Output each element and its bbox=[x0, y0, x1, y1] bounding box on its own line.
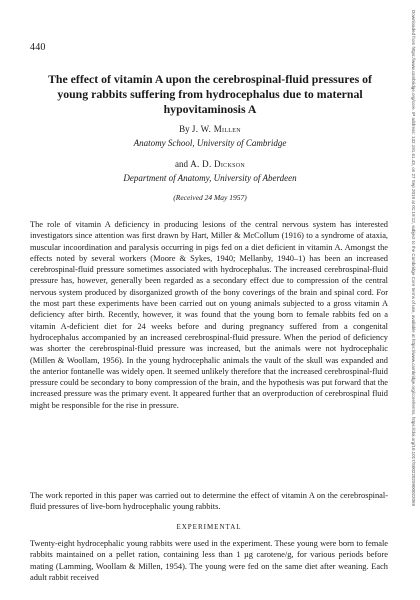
author-1-line bbox=[40, 124, 380, 134]
received-date: (Received 24 May 1957) bbox=[173, 193, 247, 202]
paragraph-intro: The role of vitamin A deficiency in producing lesions of the central nervous system has interested investigators since attention was first drawn by Hart, Miller & McCollum (1916) to a syndrome of ataxia, muscular incoordination and paralysis occurring in pigs fed on a diet deficient in vitamin A. Amongst the effects noted by several workers (Moore & Sykes, 1940; Mellanby, 1940–1) has been an increased cerebrospinal-fluid pressure sometimes associated with hydrocephalus. The increased cerebrospinal-fluid pressure has, however, generally been regarded as a secondary effect due to compression of the central nervous system produced by disorganized growth of the bony coverings of the brain and spinal cord. For the most part these experiments have been carried out on young animals subjected to a gross vitamin A deficiency after birth. Recently, however, it was found that the young born to female rabbits fed on a vitamin A-deficient diet for 24 weeks before and during pregnancy suffered from a congenital hydrocephalus accompanied by an increased cerebrospinal-fluid pressure. When the period of deficiency was shorter the cerebrospinal-fluid pressure was increased, but the animals were not hydrocephalic (Millen & Woollam, 1956). In the young hydrocephalic animals the vault of the skull was expanded and the anterior fontanelle was widely open. It seemed unlikely therefore that the increased cerebrospinal-fluid pressure could be secondary to bony compression of the brain, and the hypothesis was put forward that the increased pressure was the primary event. It appeared further that an overproduction of cerebrospinal fluid might be responsible for the rise in pressure. bbox=[30, 220, 388, 410]
download-note-text: Downloaded from https://www.cambridge.org/core. IP address: 132.191.61.43, on 27 Sep 2019 at 01:19:12, subject to the Cambridge Core terms of use, available at https://www.cambridge.org/core/terms. https://doi.org/10.1017/S0022029900022069 bbox=[411, 10, 416, 506]
author-2-affiliation: Department of Anatomy, University of Aberdeen bbox=[123, 173, 297, 183]
author-1-prefix: By bbox=[179, 124, 190, 134]
author-1-affiliation: Anatomy School, University of Cambridge bbox=[133, 138, 287, 148]
paragraph-experimental: Twenty-eight hydrocephalic young rabbits were used in the experiment. These young were born to female rabbits maintained on a pellet ration, containing less than 1 µg carotene/g, for various periods before mating (Lamming, Woollam & Millen, 1954). The young were fed on the same diet after weaning. Each adult rabbit received bbox=[30, 539, 388, 582]
author-2-prefix: and bbox=[175, 159, 188, 169]
author-1-name: J. W. Millen bbox=[191, 124, 241, 134]
download-note bbox=[406, 10, 416, 595]
section-heading-experimental: EXPERIMENTAL bbox=[176, 523, 242, 531]
paragraph-aim: The work reported in this paper was carried out to determine the effect of vitamin A on the cerebrospinal-fluid pressures of live-born hydrocephalic young rabbits. bbox=[30, 491, 388, 512]
page-number: 440 bbox=[30, 42, 46, 53]
article-title: The effect of vitamin A upon the cerebrospinal-fluid pressures of young rabbits suffering from hydrocephalus due to maternal hypovitaminosis A bbox=[48, 72, 372, 116]
author-2-name: A. D. Dickson bbox=[190, 159, 245, 169]
author-2-line bbox=[40, 159, 380, 169]
